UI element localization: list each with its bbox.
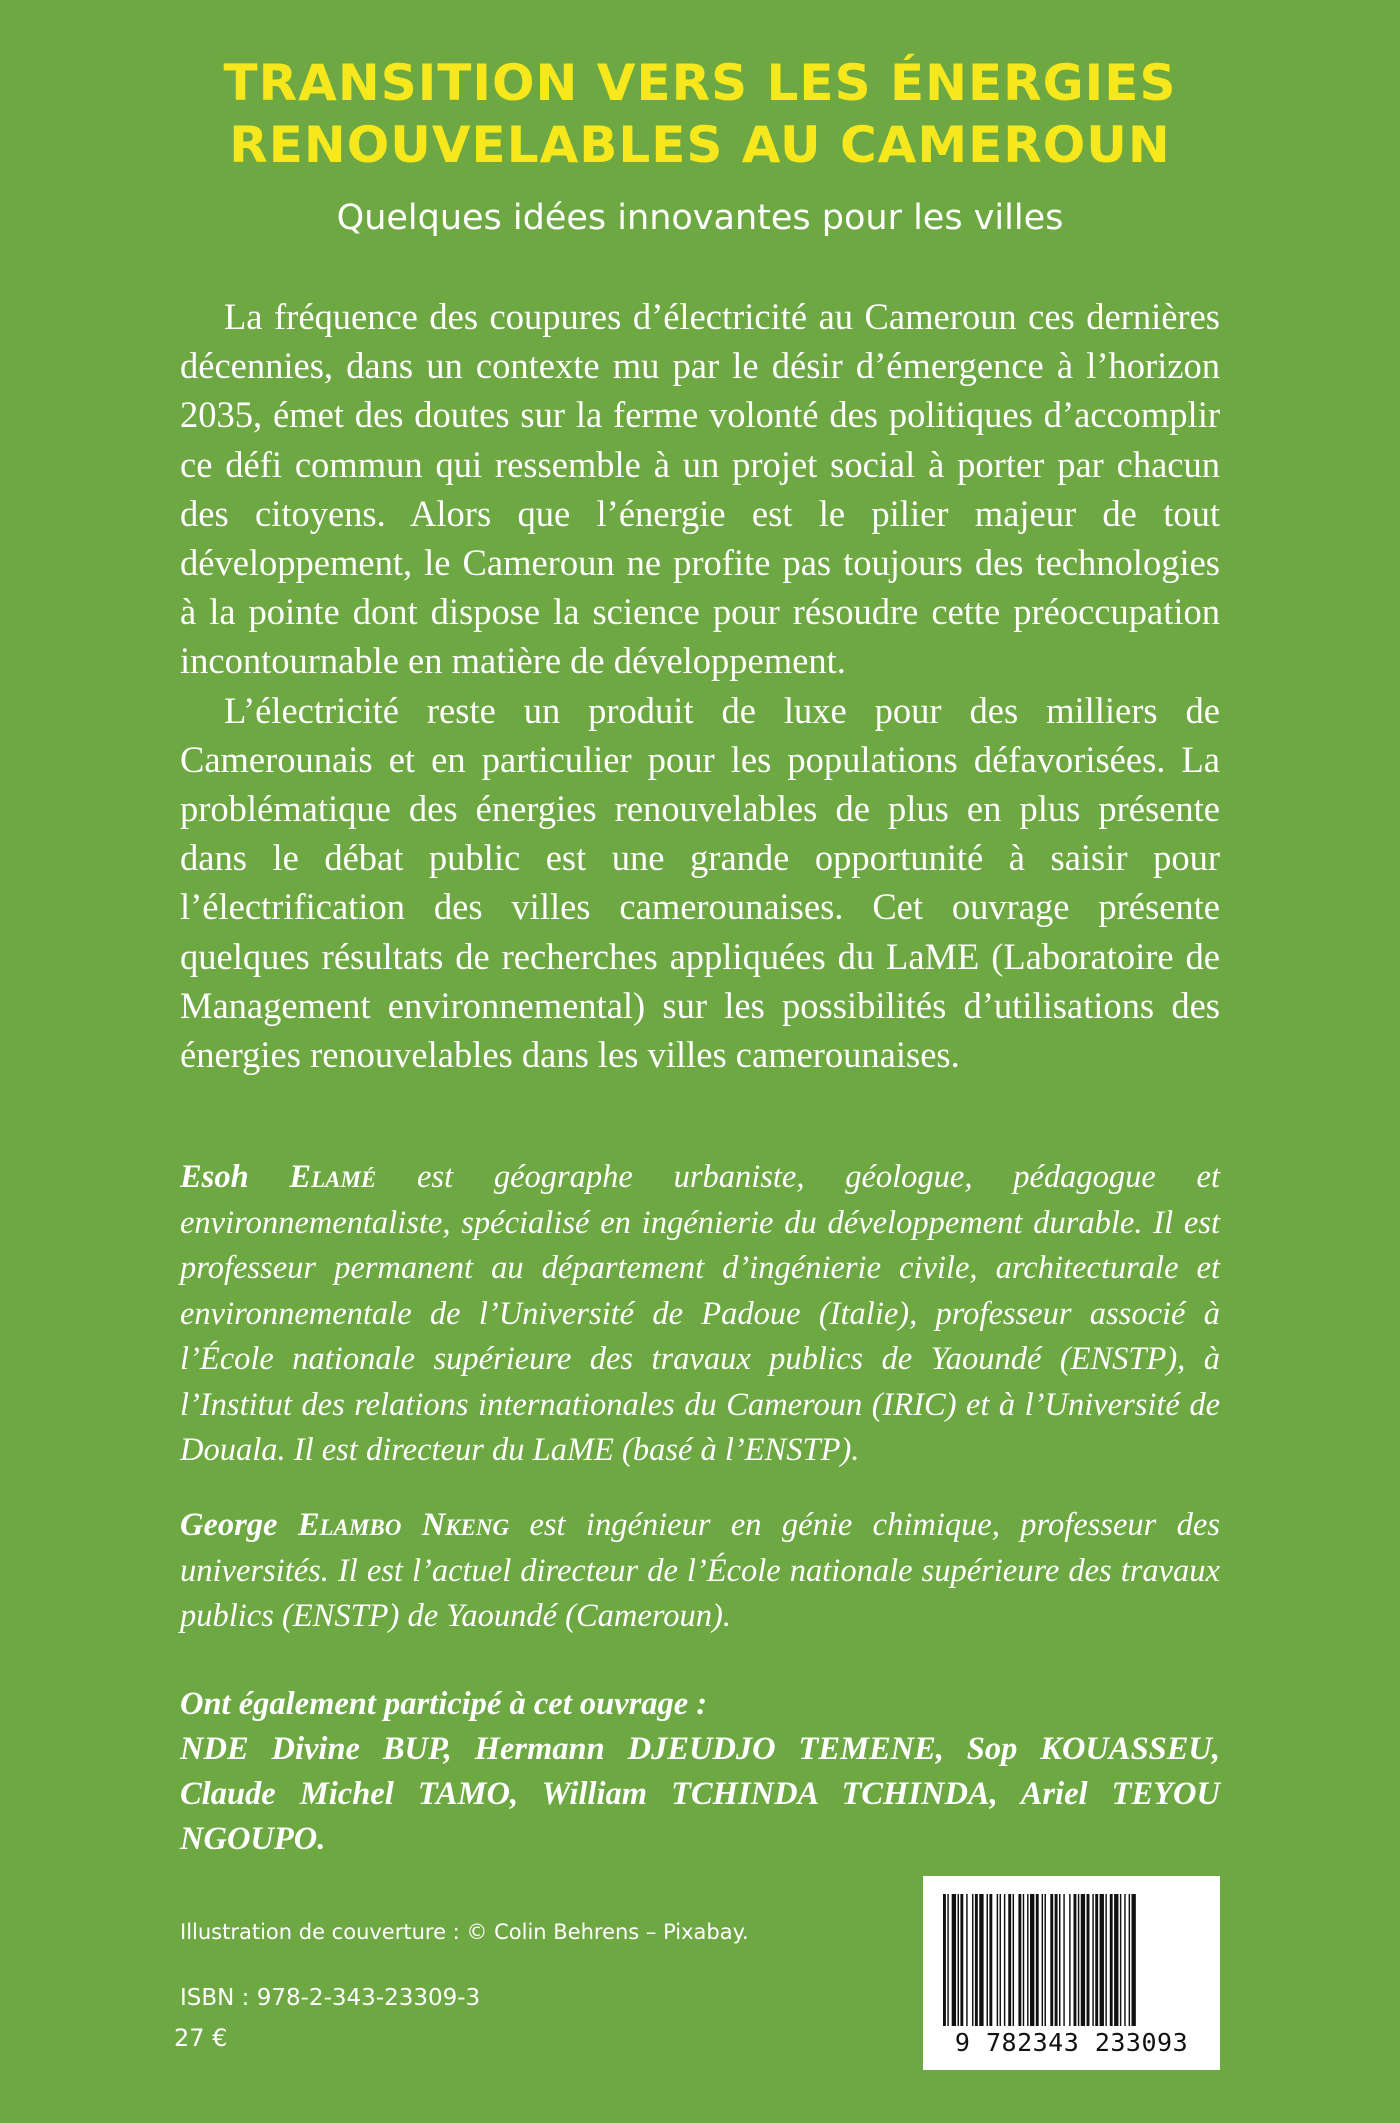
book-title (100, 52, 1300, 176)
barcode-bar (947, 1894, 948, 2026)
barcode-bar (1063, 1894, 1064, 2026)
book-subtitle: Quelques idées innovantes pour les villes (336, 198, 1064, 238)
barcode-bar (979, 1894, 983, 2026)
barcode-bar (1081, 1894, 1085, 2026)
barcode-bar (1114, 1894, 1118, 2026)
barcode-bar (1129, 1894, 1130, 2026)
barcode-bar (1069, 1894, 1070, 2026)
barcode-bar (972, 1894, 973, 2026)
barcode-bar (1092, 1894, 1093, 2026)
barcode-bar (943, 1894, 946, 2026)
barcode-bar (1000, 1894, 1001, 2026)
book-title-line-2: RENOUVELABLES AU CAMEROUN (229, 116, 1171, 174)
barcode-bar (1074, 1894, 1077, 2026)
contributors (180, 1682, 1220, 1862)
price: 27 € (174, 2024, 228, 2052)
barcode-bar (1030, 1894, 1034, 2026)
barcode-bar (1078, 1894, 1079, 2026)
summary-paragraph-2: L’électricité reste un produit de luxe pour des milliers de Camerounais et en particulier pour les populations défavorisées. La problématique des énergies renouvelables de plus en plus présente dans le débat public est une grande opportunité à saisir pour l’électrification des villes camerounaises. Cet ouvrage présente quelques résultats de recherches appliquées du LaME (Laboratoire de Management environnemental) sur les possibilités d’utilisations des énergies renouvelables dans les villes camerounaises. (180, 689, 1220, 1076)
summary-paragraph-1: La fréquence des coupures d’électricité au Cameroun ces dernières décennies, dans un contexte mu par le désir d’émergence à l’horizon 2035, émet des doutes sur la ferme volonté des politiques d’accomplir ce défi commun qui ressemble à un projet social à porter par chacun des citoyens. Alors que l’énergie est le pilier majeur de tout développement, le Cameroun ne profite pas toujours des technologies à la pointe dont dispose la science pour résoudre cette préoccupation incontournable en matière de développement. (180, 296, 1220, 682)
barcode-bar (952, 1894, 956, 2026)
author-2-bio-text: est ingénieur en génie chimique, professeur des universités. Il est l’actuel directeur de l’École nationale supérieure des travaux publics (ENSTP) de Yaoundé (Cameroun). (180, 1507, 1220, 1634)
author-2-last-name: Elambo Nkeng (297, 1507, 510, 1543)
barcode-bar (1120, 1894, 1121, 2026)
barcode-bar (1050, 1894, 1053, 2026)
isbn: ISBN : 978-2-343-23309-3 (180, 1985, 481, 2011)
barcode-bar (1027, 1894, 1028, 2026)
barcode-bar (1087, 1894, 1090, 2026)
barcode-bar (966, 1894, 967, 2026)
barcode-bar (989, 1894, 992, 2026)
barcode-bar (997, 1894, 998, 2026)
barcode-bar (1095, 1894, 1098, 2026)
barcode-bar (1100, 1894, 1104, 2026)
cover-illustration-credit: Illustration de couverture : © Colin Behrens – Pixabay. (180, 1920, 749, 1944)
barcode-bar (960, 1894, 963, 2026)
author-bio-1 (180, 1155, 1220, 1474)
barcode (923, 1876, 1220, 2070)
contributors-heading: Ont également participé à cet ouvrage : (180, 1686, 708, 1722)
author-1-bio-text: est géographe urbaniste, géologue, pédagogue et environnementaliste, spécialisé en ingénierie du développement durable. Il est professeur permanent au département d’ingénierie civile, architecturale et environnementale de l’Université de Padoue (Italie), professeur associé à l’École nationale supérieure des travaux publics de Yaoundé (ENSTP), à l’Institut des relations internationales du Cameroun (IRIC) et à l’Université de Douala. Il est directeur du LaME (basé à l’ENSTP). (180, 1159, 1220, 1468)
barcode-bar (1105, 1894, 1106, 2026)
barcode-bar (1004, 1894, 1005, 2026)
barcode-bar (1059, 1894, 1060, 2026)
barcode-bar (1055, 1894, 1058, 2026)
barcode-bar (1008, 1894, 1011, 2026)
summary (180, 292, 1220, 1079)
barcode-bar (1036, 1894, 1039, 2026)
author-1-first-name: Esoh (180, 1159, 249, 1195)
barcode-bar (1045, 1894, 1046, 2026)
barcode-bar (1023, 1894, 1024, 2026)
author-bio-2 (180, 1503, 1220, 1640)
author-2-first-name: George (180, 1507, 278, 1543)
author-1-last-name: Elamé (289, 1159, 377, 1195)
barcode-bar (1013, 1894, 1014, 2026)
barcode-bar (1124, 1894, 1125, 2026)
contributors-names: NDE Divine BUP, Hermann DJEUDJO TEMENE, Sop KOUASSEU, Claude Michel TAMO, William TCHINDA TCHINDA, Ariel TEYOU NGOUPO. (180, 1731, 1220, 1857)
book-title-line-1: TRANSITION VERS LES ÉNERGIES (223, 54, 1177, 112)
barcode-bar (1042, 1894, 1043, 2026)
barcode-bar (1132, 1894, 1136, 2026)
barcode-bar (1110, 1894, 1113, 2026)
barcode-bar (987, 1894, 988, 2026)
barcode-bar (958, 1894, 959, 2026)
barcode-bar (1018, 1894, 1021, 2026)
barcode-bar (975, 1894, 978, 2026)
barcode-number: 9 782343 233093 (954, 2028, 1189, 2057)
